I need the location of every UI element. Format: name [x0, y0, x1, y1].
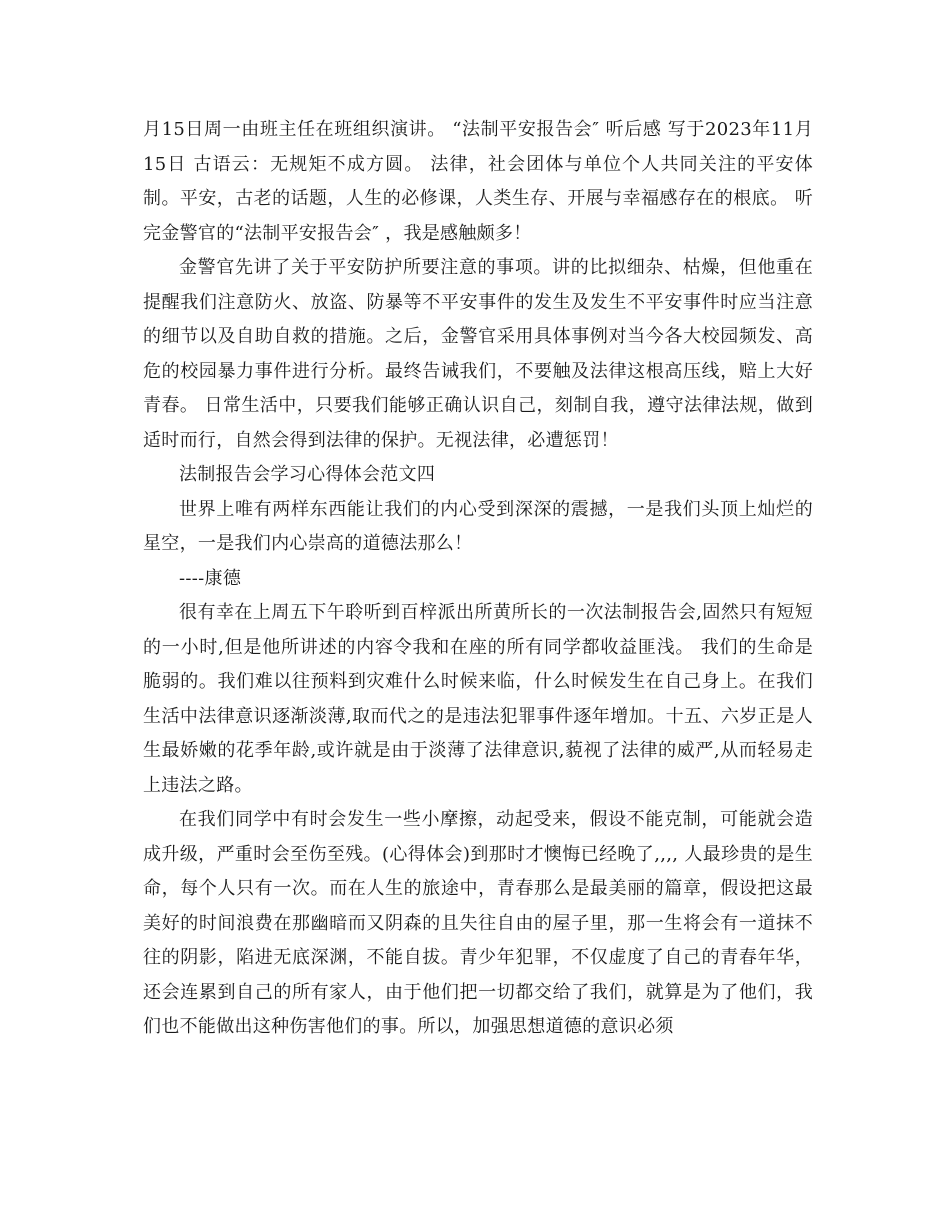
quote-attribution: ----康德: [179, 567, 242, 589]
paragraph-1: 月15日周一由班主任在班组织演讲。 “法制平安报告会″ 听后感 写于2023年11月15日 古语云：无规矩不成方圆。 法律，社会团体与单位个人共同关注的平安体制。平安，古老的话题，人生的必修课，人类生存、开展与幸福感存在的根底。 听完金警官的“法制平安报告会″ ，我是感触颇多！: [143, 119, 813, 244]
paragraph-2: 金警官先讲了关于平安防护所要注意的事项。讲的比拟细杂、枯燥，但他重在提醒我们注意防火、放盗、防暴等不平安事件的发生及发生不平安事件时应当注意的细节以及自助自救的措施。之后，金警官采用具体事例对当今各大校园频发、高危的校园暴力事件进行分析。最终告诫我们，不要触及法律这根高压线，赔上大好青春。 日常生活中，只要我们能够正确认识自己，刻制自我，遵守法律法规，做到适时而行，自然会得到法律的保护。无视法律，必遭惩罚！: [143, 257, 813, 451]
quote-paragraph: 世界上唯有两样东西能让我们的内心受到深深的震撼，一是我们头顶上灿烂的星空，一是我们内心崇高的道德法那么！: [143, 498, 813, 554]
document-body: [143, 113, 813, 1045]
paragraph-4: 在我们同学中有时会发生一些小摩擦，动起受来，假设不能克制，可能就会造成升级，严重时会至伤至残。(心得体会)到那时才懊悔已经晚了,,,, 人最珍贵的是生命，每个人只有一次。而在人生的旅途中，青春那么是最美丽的篇章，假设把这最美好的时间浪费在那幽暗而又阴森的且失往自由的屋子里，那一生将会有一道抹不往的阴影，陷进无底深渊，不能自拔。青少年犯罪，不仅虚度了自己的青春年华，还会连累到自己的所有家人，由于他们把一切都交给了我们，就算是为了他们，我们也不能做出这种伤害他们的事。所以，加强思想道德的意识必须: [143, 809, 813, 1037]
paragraph-3: 很有幸在上周五下午聆听到百梓派出所黄所长的一次法制报告会,固然只有短短的一小时,但是他所讲述的内容令我和在座的所有同学都收益匪浅。 我们的生命是脆弱的。我们难以往预料到灾难什么时候来临，什么时候发生在自己身上。在我们生活中法律意识逐渐淡薄,取而代之的是违法犯罪事件逐年增加。十五、六岁正是人生最娇嫩的花季年龄,或许就是由于淡薄了法律意识,藐视了法律的威严,从而轻易走上违法之路。: [143, 602, 813, 796]
section-heading: 法制报告会学习心得体会范文四: [179, 464, 436, 485]
